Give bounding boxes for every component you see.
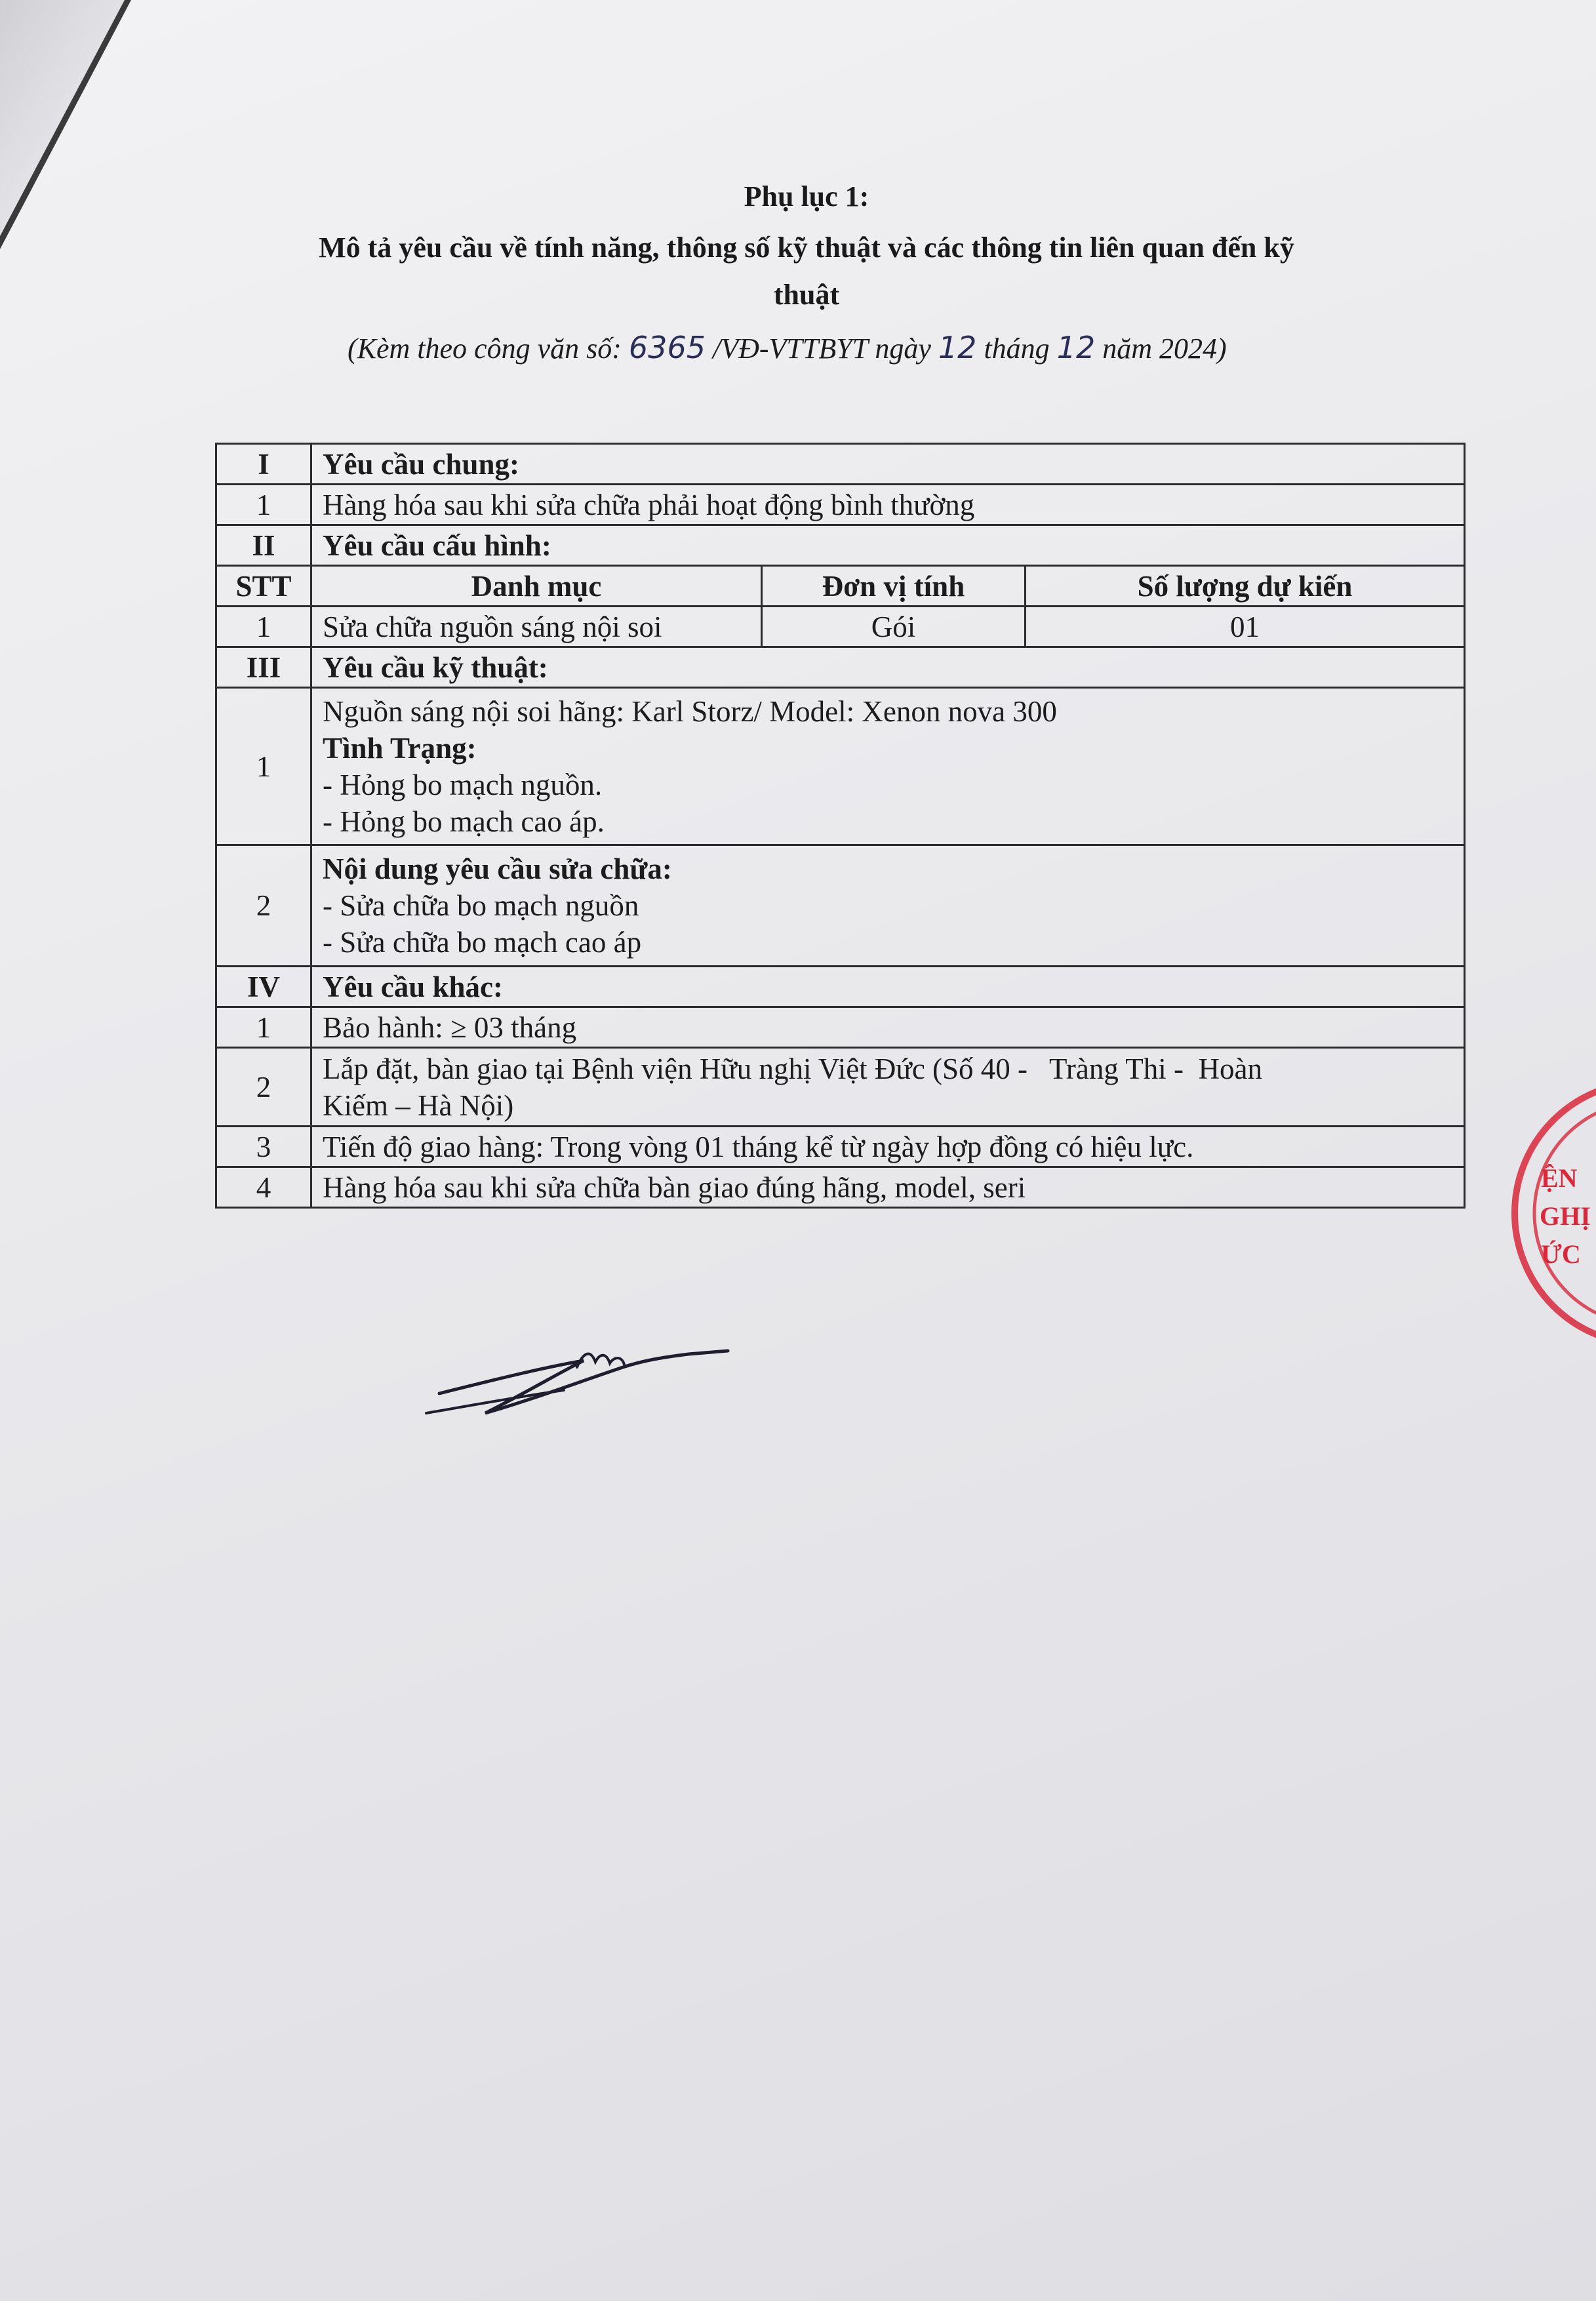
subtitle-line-2: thuật [773,279,840,311]
section-row-config [216,525,1465,566]
row-text: Hàng hóa sau khi sửa chữa bàn giao đúng hãng, model, seri [311,1167,1465,1208]
row-text: Hàng hóa sau khi sửa chữa phải hoạt động bình thường [311,485,1465,525]
row-line-bold: Nội dung yêu cầu sửa chữa: [323,852,672,885]
row-number: 1 [216,688,311,845]
section-roman: II [216,525,311,566]
table-row [216,688,1465,845]
section-roman: I [216,444,311,485]
row-item: Sửa chữa nguồn sáng nội soi [311,607,762,647]
section-roman: IV [216,967,311,1007]
handwritten-day: 12 [938,330,977,365]
row-text [311,845,1465,967]
reference-line [348,328,1462,369]
row-number: 1 [216,485,311,525]
section-row-general [216,444,1465,485]
stamp-text-3: ỨC [1541,1239,1581,1269]
column-header-item: Danh mục [311,566,762,607]
column-header-quantity: Số lượng dự kiến [1026,566,1465,607]
row-unit: Gói [762,607,1026,647]
stamp-text-2: GHỊ [1540,1201,1591,1231]
stamp-text-1: ỆN [1541,1163,1578,1193]
section-row-other [216,967,1465,1007]
handwritten-month: 12 [1056,330,1096,365]
row-line-bold: Tình Trạng: [323,731,477,765]
row-text [311,688,1465,845]
section-label: Yêu cầu kỹ thuật: [311,647,1465,688]
table-row [216,845,1465,967]
row-number: 2 [216,1048,311,1127]
reference-year-label: năm 2024) [1095,332,1227,365]
column-header-unit: Đơn vị tính [762,566,1026,607]
row-line: Nguồn sáng nội soi hãng: Karl Storz/ Model: Xenon nova 300 [323,694,1057,728]
section-label: Yêu cầu cấu hình: [311,525,1465,566]
column-header-stt: STT [216,566,311,607]
row-text: Tiến độ giao hàng: Trong vòng 01 tháng kể từ ngày hợp đồng có hiệu lực. [311,1127,1465,1167]
appendix-subtitle [197,224,1416,319]
appendix-title: Phụ lục 1: [744,180,869,212]
row-number: 3 [216,1127,311,1167]
table-row [216,1007,1465,1048]
row-text [311,1048,1465,1127]
table-row [216,1127,1465,1167]
hospital-stamp [1502,1069,1596,1357]
column-header-row [216,566,1465,607]
section-label: Yêu cầu khác: [311,967,1465,1007]
row-line: - Sửa chữa bo mạch nguồn [323,889,639,922]
section-row-technical [216,647,1465,688]
row-text: Bảo hành: ≥ 03 tháng [311,1007,1465,1048]
table-row [216,1167,1465,1208]
reference-doc-suffix: /VĐ-VTTBYT ngày [705,332,938,365]
table-row [216,607,1465,647]
row-number: 2 [216,845,311,967]
row-line: - Hỏng bo mạch cao áp. [323,805,605,838]
title-block [197,177,1416,319]
row-line: Lắp đặt, bàn giao tại Bệnh viện Hữu nghị Việt Đức (Số 40 - Tràng Thi - Hoàn [323,1052,1262,1085]
subtitle-line-1: Mô tả yêu cầu về tính năng, thông số kỹ thuật và các thông tin liên quan đến kỹ [319,231,1294,264]
signature [413,1315,741,1439]
section-roman: III [216,647,311,688]
table-row [216,1048,1465,1127]
row-number: 1 [216,1007,311,1048]
row-quantity: 01 [1026,607,1465,647]
reference-prefix: (Kèm theo công văn số: [348,332,629,365]
row-number: 4 [216,1167,311,1208]
row-number: 1 [216,607,311,647]
section-label: Yêu cầu chung: [311,444,1465,485]
reference-month-label: tháng [976,332,1057,365]
row-line: - Hỏng bo mạch nguồn. [323,768,603,801]
table-row [216,485,1465,525]
row-line: - Sửa chữa bo mạch cao áp [323,926,642,959]
requirements-table [215,443,1466,1209]
handwritten-doc-number: 6365 [628,330,706,365]
row-line: Kiếm – Hà Nội) [323,1089,514,1122]
